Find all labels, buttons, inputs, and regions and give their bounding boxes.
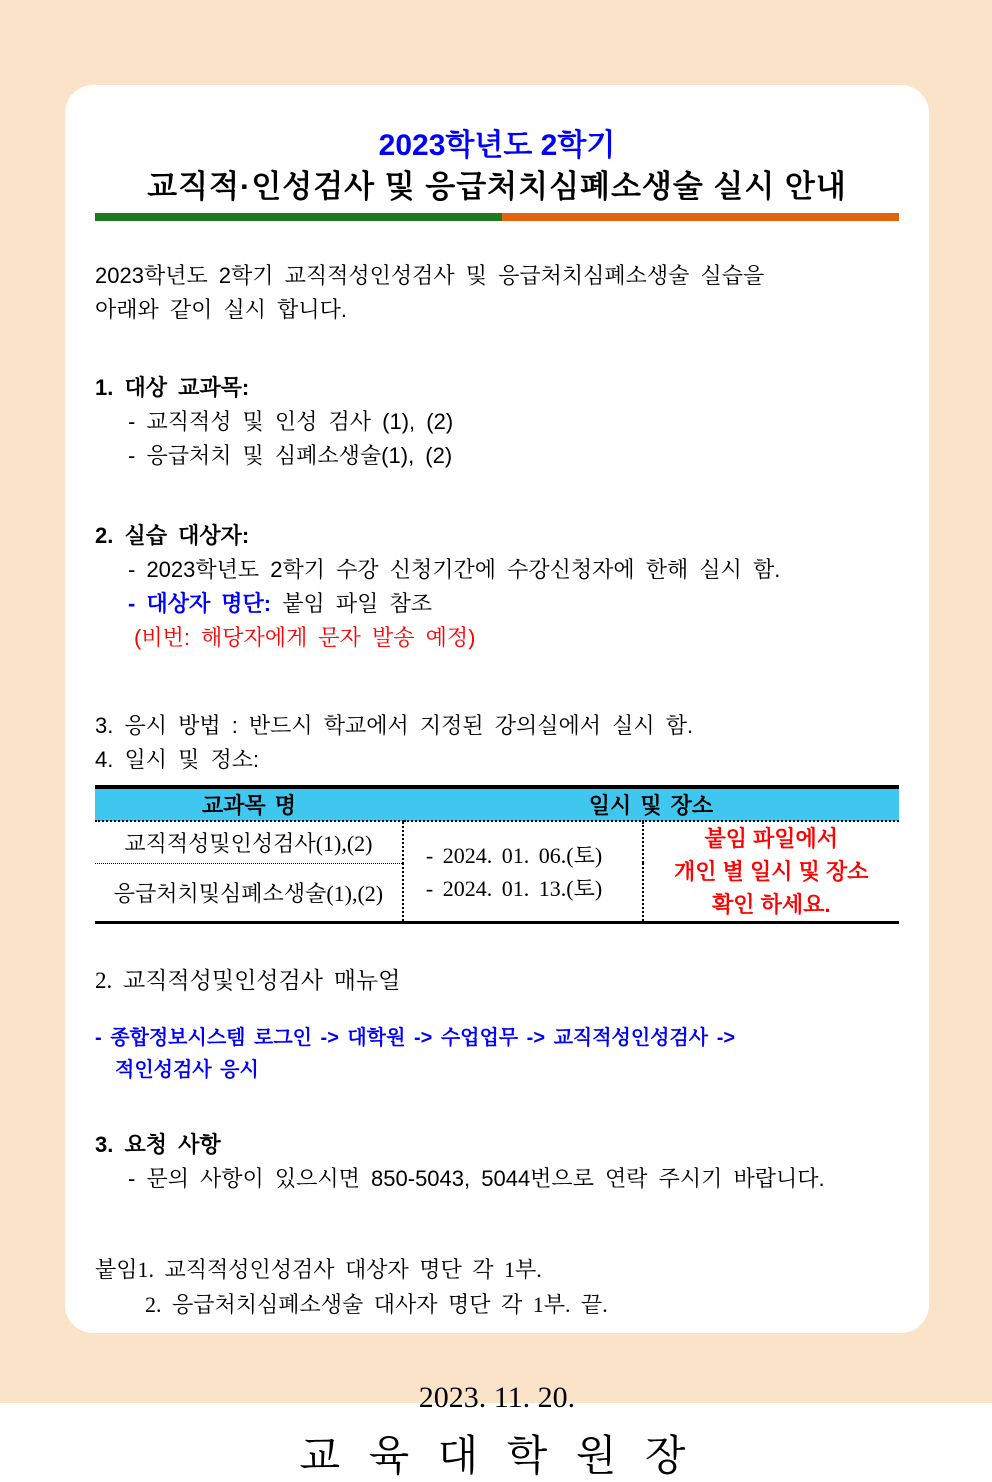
request-contact-item: - 문의 사항이 있으시면 850-5043, 5044번으로 연락 주시기 바랍니다. [128, 1166, 825, 1191]
section1-item-1: - 교직적성 및 인성 검사 (1), (2) [128, 409, 454, 434]
intro-line-1: 2023학년도 2학기 교직적성인성검사 및 응급처치심폐소생술 실습을 [95, 263, 765, 288]
table-cell-subject-2: 응급처치및심폐소생술(1),(2) [113, 880, 384, 906]
target-list-rest: 붙임 파일 참조 [271, 591, 432, 616]
table-cell-notice [643, 821, 900, 923]
manual-section-heading: 2. 교직적성및인성검사 매뉴얼 [95, 968, 401, 993]
system-navigation-path [95, 1022, 899, 1086]
table-row [95, 821, 899, 863]
section2-item-1: - 2023학년도 2학기 수강 신청기간에 수강신청자에 한해 실시 함. [128, 557, 781, 582]
section2-heading: 2. 실습 대상자: [95, 523, 250, 548]
password-notice: (비번: 해당자에게 문자 발송 예정) [134, 625, 476, 650]
table-cell-subject-1: 교직적성및인성검사(1),(2) [95, 821, 403, 863]
table-cell-dates [403, 821, 643, 923]
request-heading: 3. 요청 사항 [95, 1132, 221, 1157]
attachment-line-1: 붙임1. 교직적성인성검사 대상자 명단 각 1부. [95, 1257, 542, 1282]
bar-green-segment [95, 213, 502, 221]
schedule-table [95, 785, 899, 924]
notice-document [65, 85, 929, 1480]
notice-line-3: 확인 하세요. [712, 892, 831, 917]
table-header-row [95, 787, 899, 821]
attachment-line-2: 2. 응급처치심폐소생술 대사자 명단 각 1부. 끝. [145, 1292, 608, 1317]
nav-path-line-1: - 종합정보시스템 로그인 -> 대학원 -> 수업업무 -> 교직적성인성검사 -> [95, 1027, 736, 1049]
document-title: 교직적·인성검사 및 응급처치심폐소생술 실시 안내 [147, 169, 847, 204]
section-target-subjects [95, 371, 899, 473]
intro-paragraph [95, 259, 899, 327]
intro-line-2: 아래와 같이 실시 합니다. [95, 297, 347, 322]
nav-path-line-2: 적인성검사 응시 [115, 1059, 259, 1081]
table-header-subject: 교과목 명 [95, 787, 403, 821]
section3-method: 3. 응시 방법 : 반드시 학교에서 지정된 강의실에서 실시 함. [95, 713, 694, 738]
section1-item-2: - 응급처치 및 심폐소생술(1), (2) [128, 443, 453, 468]
document-date: 2023. 11. 20. [418, 1381, 576, 1414]
notice-line-2: 개인 별 일시 및 장소 [674, 859, 869, 884]
title-underline-bar [95, 213, 899, 221]
section4-datetime-place: 4. 일시 및 정소: [95, 747, 260, 772]
section2-item-2 [95, 587, 899, 621]
date-line-2: - 2024. 01. 13.(토) [425, 875, 603, 901]
section1-heading: 1. 대상 교과목: [95, 375, 250, 400]
section-practice-targets [95, 519, 899, 655]
section-requests [95, 1128, 899, 1196]
date-line-1: - 2024. 01. 06.(토) [425, 842, 603, 868]
target-list-label: - 대상자 명단: [128, 591, 272, 616]
bar-orange-segment [502, 213, 899, 221]
notice-line-1: 붙임 파일에서 [704, 826, 839, 851]
table-header-datetime-place: 일시 및 장소 [403, 787, 899, 821]
document-subtitle: 2023학년도 2학기 [378, 129, 616, 162]
section-method-and-schedule [95, 709, 899, 777]
attachments-block [95, 1252, 899, 1322]
issuer-signature: 교 육 대 학 원 장 [299, 1434, 695, 1480]
